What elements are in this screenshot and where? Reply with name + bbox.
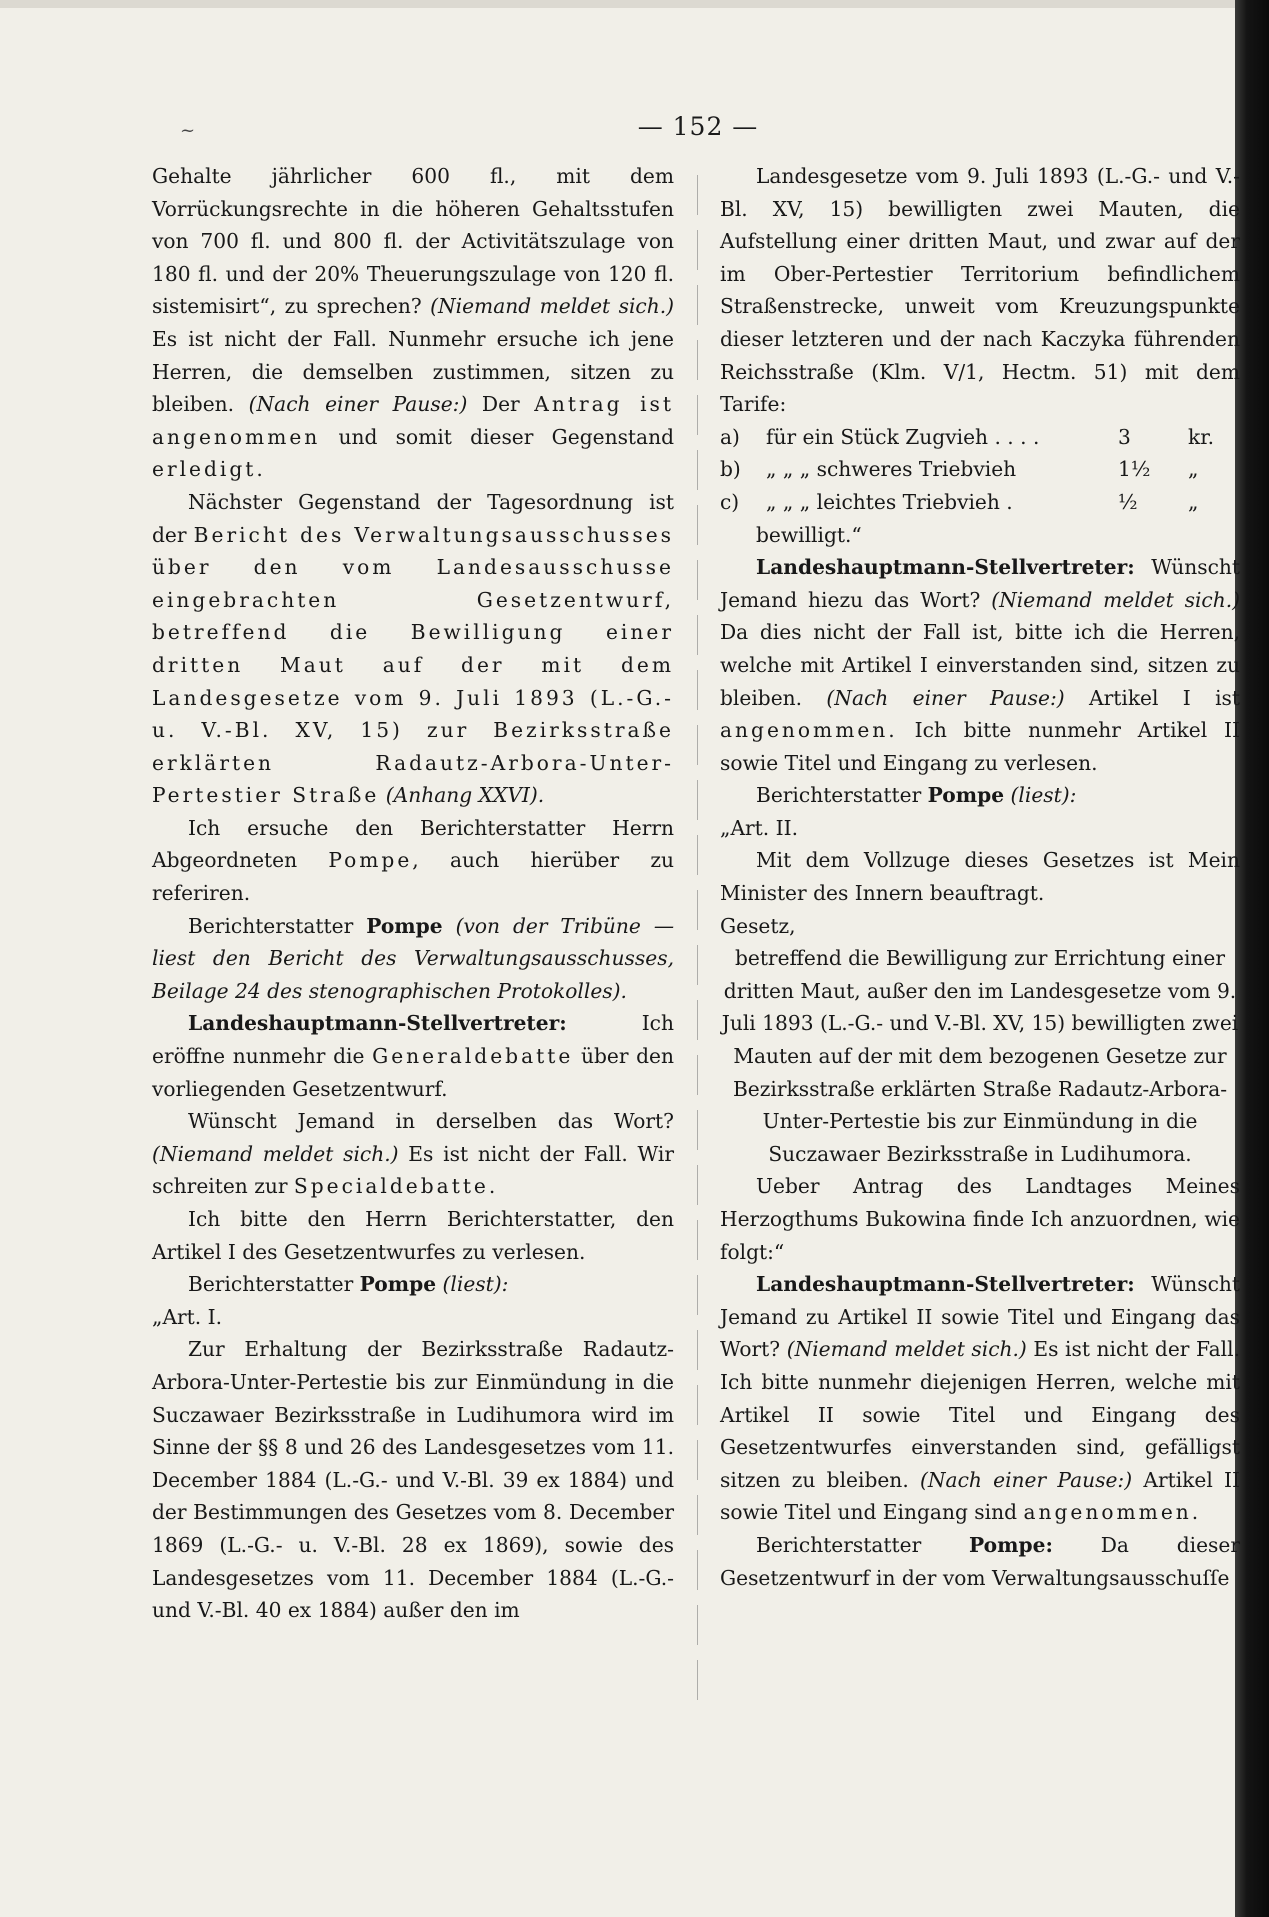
speaker-label: Landeshauptmann-Stellvertreter: bbox=[756, 1272, 1135, 1297]
paragraph: Berichterstatter Pompe (von der Tribüne — liest den Bericht des Verwaltungsausschusses, Beilage 24 des stenographischen Protokolles). bbox=[152, 913, 675, 1003]
paragraph: bewilligt.“ bbox=[756, 522, 862, 547]
tariff-row: b) „ „ „ schweres Triebvieh 1½ „ bbox=[720, 457, 1199, 482]
column-divider bbox=[697, 175, 698, 1715]
paragraph: Berichterstatter Pompe: Da dieser Gesetzentwurf in der vom Verwaltungsausschuſſe bbox=[720, 1532, 1241, 1590]
law-heading: Gesetz, bbox=[720, 913, 796, 938]
paragraph: Landesgesetze vom 9. Juli 1893 (L.-G.- und V.-Bl. XV, 15) bewilligten zwei Mauten, die Aufstellung einer dritten Maut, und zwar auf der im Ober-Pertestier Territorium befindlichem Straßenstrecke, unweit vom Kreuzungspunkte dieser letzteren und der nach Kaczyka führenden Reichsstraße (Klm. V/1, Hectm. 51) mit dem Tarife: bbox=[720, 164, 1240, 417]
article-heading: „Art. II. bbox=[720, 815, 798, 840]
paragraph: Landeshauptmann-Stellvertreter: Ich eröffne nunmehr die Generaldebatte über den vorliegenden Gesetzentwurf. bbox=[152, 1011, 675, 1101]
speaker-label: Landeshauptmann-Stellvertreter: bbox=[188, 1011, 567, 1036]
scan-dark-edge bbox=[1235, 0, 1269, 1917]
tariff-row: c) „ „ „ leichtes Triebvieh . ½ „ bbox=[720, 489, 1199, 514]
paragraph: Zur Erhaltung der Bezirksstraße Radautz-Arbora-Unter-Pertestie bis zur Einmündung in die Suczawaer Bezirksstraße in Ludihumora wird im Sinne der §§ 8 und 26 des Landesgesetzes vom 11. December 1884 (L.-G.- und V.-Bl. 39 ex 1884) und der Bestimmungen des Gesetzes vom 8. December 1869 (L.-G.- u. V.-Bl. 28 ex 1869), sowie des Landesgesetzes vom 11. December 1884 (L.-G.- und V.-Bl. 40 ex 1884) außer den im bbox=[152, 1337, 674, 1623]
tariff-row: a) für ein Stück Zugvieh . . . . 3 kr. bbox=[720, 424, 1215, 449]
speaker-label: Landeshauptmann-Stellvertreter: bbox=[756, 555, 1135, 580]
law-title: betreffend die Bewilligung zur Errichtung einer dritten Maut, außer den im Landesgesetze vom 9. Juli 1893 (L.-G.- und V.-Bl. XV, 15) bewilligten zwei Mauten auf der mit dem bezogenen Gesetze zur Bezirksstraße erklärten Straße Radautz-Arbora-Unter-Pertestie bis zur Einmündung in die Suczawaer Bezirksstraße in Ludihumora. bbox=[721, 946, 1239, 1166]
paragraph: Ich bitte den Herrn Berichterstatter, den Artikel I des Gesetzentwurfes zu verlesen. bbox=[152, 1207, 674, 1264]
paragraph: Nächster Gegenstand der Tagesordnung ist der Bericht des Verwaltungsausschusses über den vom Landesausschusse eingebrachten Gesetzentwurf, betreffend die Bewilligung einer dritten Maut auf der mit dem Landesgesetze vom 9. Juli 1893 (L.-G.- u. V.-Bl. XV, 15) zur Bezirksstraße erklärten Radautz-Arbora-Unter-Pertestier Straße (Anhang XXVI). bbox=[152, 489, 674, 808]
paragraph: Landeshauptmann-Stellvertreter: Wünscht Jemand hiezu das Wort? (Niemand meldet sich.) Da dies nicht der Fall ist, bitte ich die Herren, welche mit Artikel I einverstanden sind, sitzen zu bleiben. (Nach einer Pause:) Artikel I ist angenommen. Ich bitte nunmehr Artikel II sowie Titel und Eingang zu verlesen. bbox=[720, 555, 1241, 775]
paragraph: Ueber Antrag des Landtages Meines Herzogthums Bukowina finde Ich anzuordnen, wie folgt:“ bbox=[720, 1174, 1240, 1264]
margin-mark: ~ bbox=[180, 120, 196, 141]
article-heading: „Art. I. bbox=[152, 1304, 223, 1329]
page-number: — 152 — bbox=[637, 112, 759, 141]
paragraph: Mit dem Vollzuge dieses Gesetzes ist Mein Minister des Innern beauftragt. bbox=[720, 848, 1240, 906]
right-column bbox=[720, 160, 1240, 1594]
paragraph: Gehalte jährlicher 600 fl., mit dem Vorrückungsrechte in die höheren Gehaltsstufen von 700 fl. und 800 fl. der Activitätszulage von 180 fl. und der 20% Theuerungszulage von 120 fl. sistemisirt“, zu sprechen? (Niemand meldet sich.) Es ist nicht der Fall. Nunmehr ersuche ich jene Herren, die demselben zustimmen, sitzen zu bleiben. (Nach einer Pause:) Der Antrag ist angenommen und somit dieser Gegenstand erledigt. bbox=[152, 164, 675, 482]
paragraph: Wünscht Jemand in derselben das Wort? (Niemand meldet sich.) Es ist nicht der Fall. Wir schreiten zur Specialdebatte. bbox=[152, 1109, 675, 1199]
paragraph: Berichterstatter Pompe (liest): bbox=[756, 783, 1077, 808]
paragraph: Landeshauptmann-Stellvertreter: Wünscht Jemand zu Artikel II sowie Titel und Eingang das Wort? (Niemand meldet sich.) Es ist nicht der Fall. Ich bitte nunmehr diejenigen Herren, welche mit Artikel II sowie Titel und Eingang des Gesetzentwurfes einverstanden sind, gefälligst sitzen zu bleiben. (Nach einer Pause:) Artikel II sowie Titel und Eingang sind angenommen. bbox=[720, 1272, 1241, 1525]
page-top-edge bbox=[0, 0, 1235, 8]
paragraph: Berichterstatter Pompe (liest): bbox=[188, 1272, 509, 1297]
paragraph: Ich ersuche den Berichterstatter Herrn Abgeordneten Pompe, auch hierüber zu referiren. bbox=[152, 815, 674, 906]
left-column bbox=[152, 160, 674, 1627]
